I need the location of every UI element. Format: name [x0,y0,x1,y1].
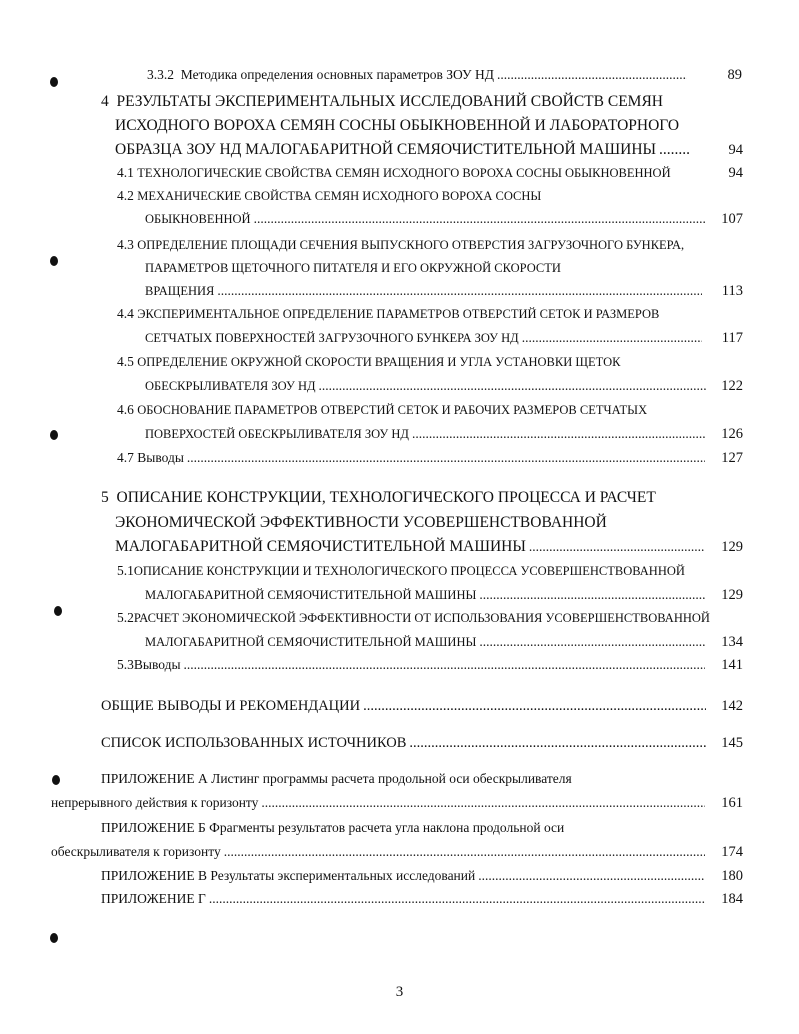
toc-page-number: 126 [721,426,743,442]
toc-appendix-b-line-1 [101,820,564,836]
toc-leader-dots [478,868,705,884]
toc-section-4-5-line-1 [117,354,620,370]
toc-chapter-5-line-1 [101,489,656,508]
toc-page-number: 94 [728,142,743,158]
toc-leader-dots [659,141,690,160]
toc-page-number: 122 [721,378,743,394]
toc-page-number: 94 [728,165,743,181]
toc-section-title: ПОВЕРХОСТЕЙ ОБЕСКРЫЛИВАТЕЛЯ ЗОУ НД [145,427,409,441]
binding-hole-mark [54,606,62,616]
toc-entry-title: Методика определения основных параметров ЗОУ НД [180,67,494,82]
toc-section-title: Выводы [137,450,184,465]
toc-leader-dots [529,539,705,555]
binding-hole-mark [50,430,58,440]
toc-page-number: 89 [727,67,742,83]
binding-hole-mark [50,933,58,943]
toc-appendix-b-line-2 [51,844,708,860]
toc-section-number: 5.3 [117,657,134,672]
toc-conclusions-title: ОБЩИЕ ВЫВОДЫ И РЕКОМЕНДАЦИИ [101,698,361,714]
toc-appendix-title: Листинг программы расчета продольной оси обескрыливателя [211,771,572,786]
toc-section-4-2-line-1 [117,188,541,204]
toc-chapter-title: РЕЗУЛЬТАТЫ ЭКСПЕРИМЕНТАЛЬНЫХ ИССЛЕДОВАНИЙ СВОЙСТВ СЕМЯН [116,93,663,110]
toc-appendix-title: Фрагменты результатов расчета угла наклона продольной оси [209,820,565,835]
toc-leader-dots [209,891,705,907]
toc-references [101,735,709,752]
toc-section-number: 5.2 [117,610,134,625]
toc-leader-dots [224,844,705,860]
toc-section-5-2-line-2 [145,634,708,650]
toc-section-4-3-line-2 [145,260,561,276]
toc-appendix-title: непрерывного действия к горизонту [51,795,259,810]
toc-appendix-a-line-2 [51,795,708,811]
toc-section-5-3 [117,657,708,673]
toc-page-number: 127 [721,450,743,466]
toc-section-title: ТЕХНОЛОГИЧЕСКИЕ СВОЙСТВА СЕМЯН ИСХОДНОГО ВОРОХА СОСНЫ ОБЫКНОВЕННОЙ [137,166,671,180]
toc-section-title: МАЛОГАБАРИТНОЙ СЕМЯОЧИСТИТЕЛЬНОЙ МАШИНЫ [145,635,477,649]
binding-hole-mark [52,775,60,785]
toc-appendix-label: ПРИЛОЖЕНИЕ А [101,771,208,786]
toc-section-title: РАСЧЕТ ЭКОНОМИЧЕСКОЙ ЭФФЕКТИВНОСТИ ОТ ИСПОЛЬЗОВАНИЯ УСОВЕРШЕНСТВОВАННОЙ [133,611,710,625]
toc-section-title: МЕХАНИЧЕСКИЕ СВОЙСТВА СЕМЯН ИСХОДНОГО ВОРОХА СОСНЫ [137,189,542,203]
toc-leader-dots [522,330,702,346]
toc-section-title: СЕТЧАТЫХ ПОВЕРХНОСТЕЙ ЗАГРУЗОЧНОГО БУНКЕРА ЗОУ НД [145,331,519,345]
toc-section-title: ПАРАМЕТРОВ ЩЕТОЧНОГО ПИТАТЕЛЯ И ЕГО ОКРУЖНОЙ СКОРОСТИ [145,261,561,275]
toc-section-4-1 [117,165,671,181]
toc-section-4-4-line-1 [117,306,659,322]
toc-section-number: 4.3 [117,237,134,252]
toc-entry-3-3-2 [147,67,690,83]
toc-chapter-5-line-3 [115,538,708,557]
toc-page-number: 141 [721,657,743,673]
toc-section-4-3-line-1 [117,237,684,253]
toc-page-number: 113 [721,283,743,299]
toc-leader-dots [363,698,706,715]
toc-chapter-title: ОБРАЗЦА ЗОУ НД МАЛОГАБАРИТНОЙ СЕМЯОЧИСТИТЕЛЬНОЙ МАШИНЫ [115,141,657,158]
toc-appendix-g [101,891,708,907]
toc-page-number: 117 [721,330,743,346]
toc-section-4-7 [117,450,708,466]
toc-section-4-6-line-2 [145,426,708,442]
toc-section-title: ВРАЩЕНИЯ [145,284,215,298]
toc-chapter-4-line-2: ИСХОДНОГО ВОРОХА СЕМЯН СОСНЫ ОБЫКНОВЕННОЙ И ЛАБОРАТОРНОГО [115,117,680,134]
toc-appendix-title: обескрыливателя к горизонту [51,844,221,859]
toc-appendix-a-line-1 [101,771,572,787]
toc-leader-dots [217,283,702,299]
toc-appendix-label: ПРИЛОЖЕНИЕ Г [101,891,206,906]
toc-chapter-number: 5 [101,489,109,506]
toc-appendix-title: Результаты экспериментальных исследований [210,868,476,883]
toc-appendix-label: ПРИЛОЖЕНИЕ В [101,868,208,883]
toc-section-title: ОПРЕДЕЛЕНИЕ ПЛОЩАДИ СЕЧЕНИЯ ВЫПУСКНОГО ОТВЕРСТИЯ ЗАГРУЗОЧНОГО БУНКЕРА, [137,238,685,252]
binding-hole-mark [50,77,58,87]
toc-references-title: СПИСОК ИСПОЛЬЗОВАННЫХ ИСТОЧНИКОВ [101,735,407,751]
toc-section-5-2-line-1 [117,610,710,626]
toc-section-number: 4.2 [117,188,134,203]
toc-section-title: ОБОСНОВАНИЕ ПАРАМЕТРОВ ОТВЕРСТИЙ СЕТОК И РАБОЧИХ РАЗМЕРОВ СЕТЧАТЫХ [137,403,648,417]
toc-leader-dots [319,378,707,394]
toc-page-number: 161 [721,795,743,811]
toc-leader-dots [409,735,706,752]
toc-page-number: 134 [721,634,743,650]
toc-section-title: ЭКСПЕРИМЕНТАЛЬНОЕ ОПРЕДЕЛЕНИЕ ПАРАМЕТРОВ ОТВЕРСТИЙ СЕТОК И РАЗМЕРОВ [137,307,660,321]
toc-entry-number: 3.3.2 [147,67,174,82]
toc-section-5-1-line-1 [117,563,685,579]
toc-page-number: 174 [721,844,743,860]
toc-leader-dots [254,211,705,227]
toc-page-number: 129 [721,587,743,603]
toc-leader-dots [184,657,705,673]
toc-section-4-2-line-2 [145,211,708,227]
toc-leader-dots [497,67,687,83]
toc-chapter-5-line-2: ЭКОНОМИЧЕСКОЙ ЭФФЕКТИВНОСТИ УСОВЕРШЕНСТВОВАННОЙ [115,514,607,531]
toc-section-title: Выводы [133,657,181,672]
toc-page-number: 184 [721,891,743,907]
toc-page-number: 145 [721,735,743,751]
toc-chapter-title: МАЛОГАБАРИТНОЙ СЕМЯОЧИСТИТЕЛЬНОЙ МАШИНЫ [115,538,526,555]
toc-chapter-4-line-3 [115,141,693,160]
page-number: 3 [395,984,404,1000]
toc-section-4-3-line-3 [145,283,705,299]
toc-section-title: ОБЫКНОВЕННОЙ [145,212,251,226]
toc-section-4-6-line-1 [117,402,647,418]
toc-leader-dots [261,795,705,811]
toc-section-title: ОБЕСКРЫЛИВАТЕЛЯ ЗОУ НД [145,379,316,393]
toc-leader-dots [479,587,705,603]
toc-page-number: 107 [721,211,743,227]
toc-appendix-label: ПРИЛОЖЕНИЕ Б [101,820,206,835]
toc-section-number: 4.1 [117,165,134,180]
toc-section-number: 4.5 [117,354,134,369]
toc-chapter-number: 4 [101,93,109,110]
toc-section-title: МАЛОГАБАРИТНОЙ СЕМЯОЧИСТИТЕЛЬНОЙ МАШИНЫ [145,588,477,602]
toc-section-4-4-line-2 [145,330,705,346]
toc-section-number: 5.1 [117,563,134,578]
toc-section-number: 4.6 [117,402,134,417]
toc-section-number: 4.4 [117,306,134,321]
toc-chapter-4-line-1 [101,93,663,112]
toc-page-number: 180 [721,868,743,884]
toc-section-number: 4.7 [117,450,134,465]
toc-appendix-v [101,868,708,884]
toc-page-number: 142 [721,698,743,714]
toc-conclusions [101,698,709,715]
binding-hole-mark [50,256,58,266]
toc-section-5-1-line-2 [145,587,708,603]
toc-leader-dots [187,450,705,466]
toc-page-number: 129 [721,539,743,555]
toc-leader-dots [412,426,705,442]
toc-section-title: ОПРЕДЕЛЕНИЕ ОКРУЖНОЙ СКОРОСТИ ВРАЩЕНИЯ И УГЛА УСТАНОВКИ ЩЕТОК [137,355,621,369]
toc-chapter-title: ОПИСАНИЕ КОНСТРУКЦИИ, ТЕХНОЛОГИЧЕСКОГО ПРОЦЕССА И РАСЧЕТ [116,489,656,506]
toc-section-title: ОПИСАНИЕ КОНСТРУКЦИИ И ТЕХНОЛОГИЧЕСКОГО ПРОЦЕССА УСОВЕРШЕНСТВОВАННОЙ [133,564,685,578]
toc-section-4-5-line-2 [145,378,710,394]
toc-leader-dots [479,634,705,650]
